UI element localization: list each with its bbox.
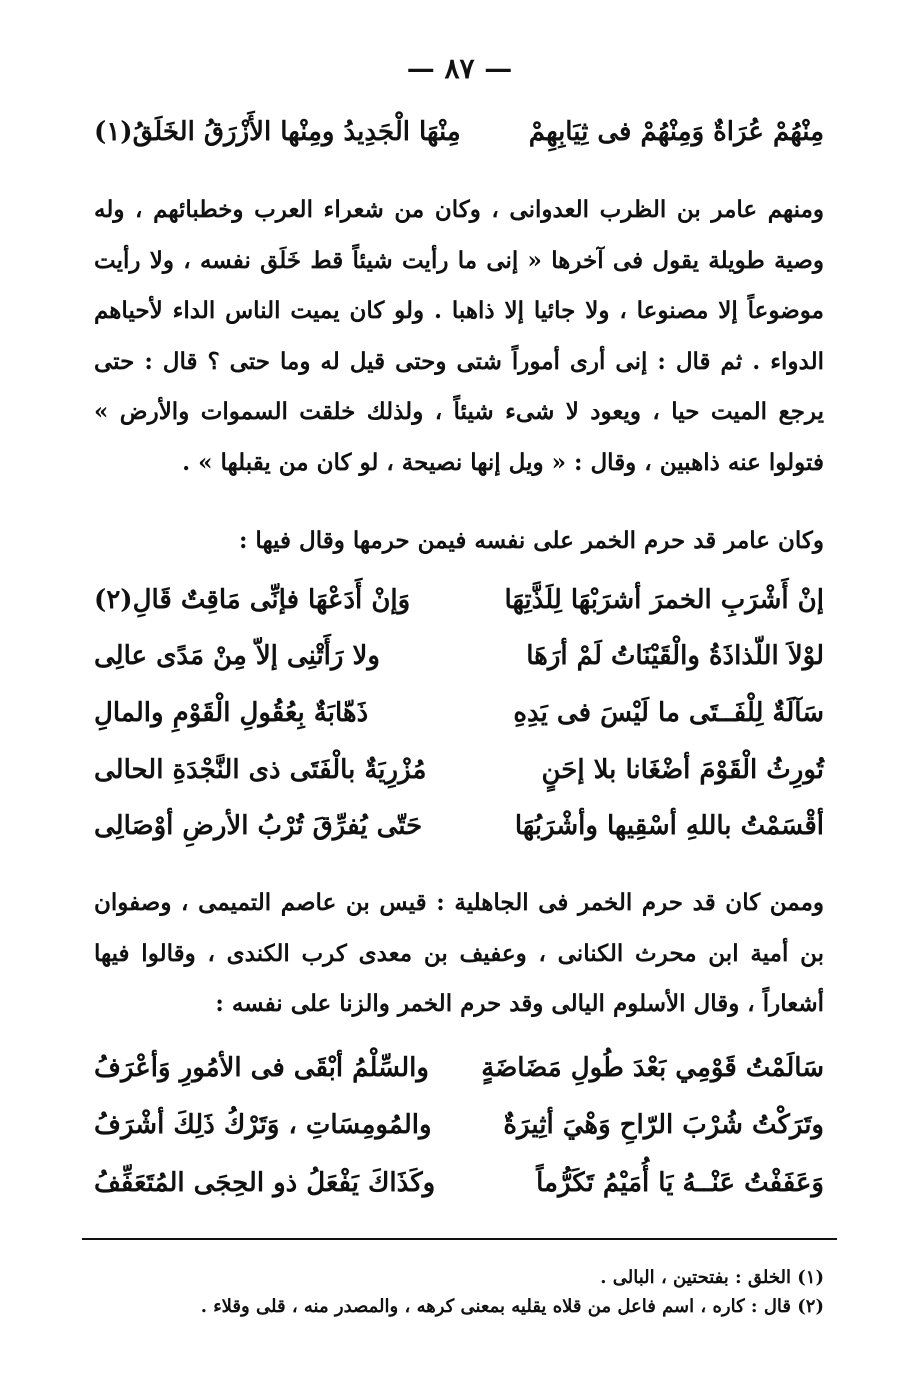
paragraph-amir-forbade-wine: وكان عامر قد حرم الخمر على نفسه فيمن حرمها وقال فيها :	[238, 527, 824, 554]
verse-hemistich-left: حَتّى يُفرِّقَ تُرْبُ الأرضِ أوْصَالِى	[94, 811, 423, 841]
verse-hemistich-right: تُورِثُ الْقَوْمَ أضْغَانا بلا إحَنٍ	[541, 755, 824, 785]
verse-hemistich-left: وكَذَاكَ يَفْعَلُ ذو الحِجَى المُتَعَفِّفُ	[94, 1168, 436, 1198]
footnotes	[94, 1263, 824, 1321]
page-number: — ٨٧ —	[406, 52, 513, 85]
footnote: (٢) قال : كاره ، اسم فاعل من قلاه يقليه بمعنى كرهه ، والمصدر منه ، قلى وقلاء .	[200, 1296, 824, 1317]
verse-hemistich-right: وَعَفَفْتُ عَنْــهُ يَا أُمَيْمُ تَكَرُّماً	[536, 1168, 824, 1198]
footnote: (١) الخلق : بفتحتين ، البالى .	[600, 1267, 824, 1288]
verse-hemistich-left: والسِّلْمُ أبْقَى فى الأمُورِ وَأعْرَفُ	[94, 1053, 429, 1083]
footnote-divider	[82, 1238, 837, 1240]
verse-line	[94, 1044, 824, 1092]
verse-hemistich-left: ولا رَأَتْنِى إلاّ مِنْ مَدًى عالِى	[94, 641, 380, 671]
verse-line	[94, 632, 824, 680]
verse-hemistich-left: مِنْهَا الْجَدِيدُ ومِنْها الأَزْرَقُ الخَلَقُ(١)	[94, 117, 461, 147]
verse-hemistich-right: سَالَمْتُ قَوْمِي بَعْدَ طُولِ مَضَاضَةٍ	[481, 1053, 824, 1083]
verse-line	[94, 1101, 824, 1149]
verse-hemistich-left: وَإنْ أَدَعْهَا فإنِّى مَاقِتٌ قَالِ(٢)	[94, 585, 411, 615]
verse-line	[94, 802, 824, 850]
verse-hemistich-right: مِنْهُمْ عُرَاةٌ وَمِنْهُمْ فى ثِيَابِهِمْ	[528, 117, 824, 147]
verse-hemistich-right: أقْسَمْتُ باللهِ أسْقِيها وأشْرَبُهَا	[514, 811, 824, 841]
verse-line	[94, 689, 824, 737]
verse-line	[94, 576, 824, 624]
verse-hemistich-right: وتَرَكْتُ شُرْبَ الرّاحِ وَهْيَ أثِيرَةٌ	[503, 1110, 824, 1140]
opening-verse	[94, 108, 824, 156]
paragraph-amir-ibn-al-zarib: ومنهم عامر بن الظرب العدوانى ، وكان من شعراء العرب وخطبائهم ، وله وصية طويلة يقول فى آخرها « إنى ما رأيت شيئاً قط خَلَق نفسه ، ولا رأيت موضوعاً إلا مصنوعا ، ولا جائيا إلا ذاهبا . ولو كان يميت الناس الداء لأحياهم الدواء . ثم قال : إنى أرى أموراً شتى وحتى قيل له وما حتى ؟ قال : حتى يرجع الميت حيا ، ويعود لا شىء شيئاً ، ولذلك خلقت السموات والأرض » فتولوا عنه ذاهبين ، وقال : « ويل إنها نصيحة ، لو كان من يقبلها » .	[94, 196, 824, 476]
verse-line	[94, 1159, 824, 1207]
paragraph-wine-abstainers: وممن كان قد حرم الخمر فى الجاهلية : قيس بن عاصم التميمى ، وصفوان بن أمية ابن محرث الكنانى ، وعفيف بن معدى كرب الكندى ، وقالوا فيها أشعاراً ، وقال الأسلوم اليالى وقد حرم الخمر والزنا على نفسه :	[94, 889, 824, 1017]
verse-line	[94, 746, 824, 794]
verse-hemistich-left: ذَهّابَةٌ بِعُقُولِ الْقَوْمِ والمالِ	[94, 698, 369, 728]
verse-hemistich-right: إنْ أَشْرَبِ الخمرَ أشرَبْهَا لِلَذَّتِهَا	[504, 585, 824, 615]
verse-hemistich-right: سَآلَةٌ لِلْفَــتَى ما لَيْسَ فى يَدِهِ	[513, 698, 824, 728]
verse-hemistich-left: والمُومِسَاتِ ، وَتَرْكُ ذَلِكَ أشْرَفُ	[94, 1110, 432, 1140]
verse-hemistich-right: لوْلاَ اللّذاذَةُ والْقَيْنَاتُ لَمْ أرَهَا	[526, 641, 824, 671]
verse-hemistich-left: مُزْرِيَةٌ بالْفَتَى ذى النَّجْدَةِ الحالى	[94, 755, 427, 785]
